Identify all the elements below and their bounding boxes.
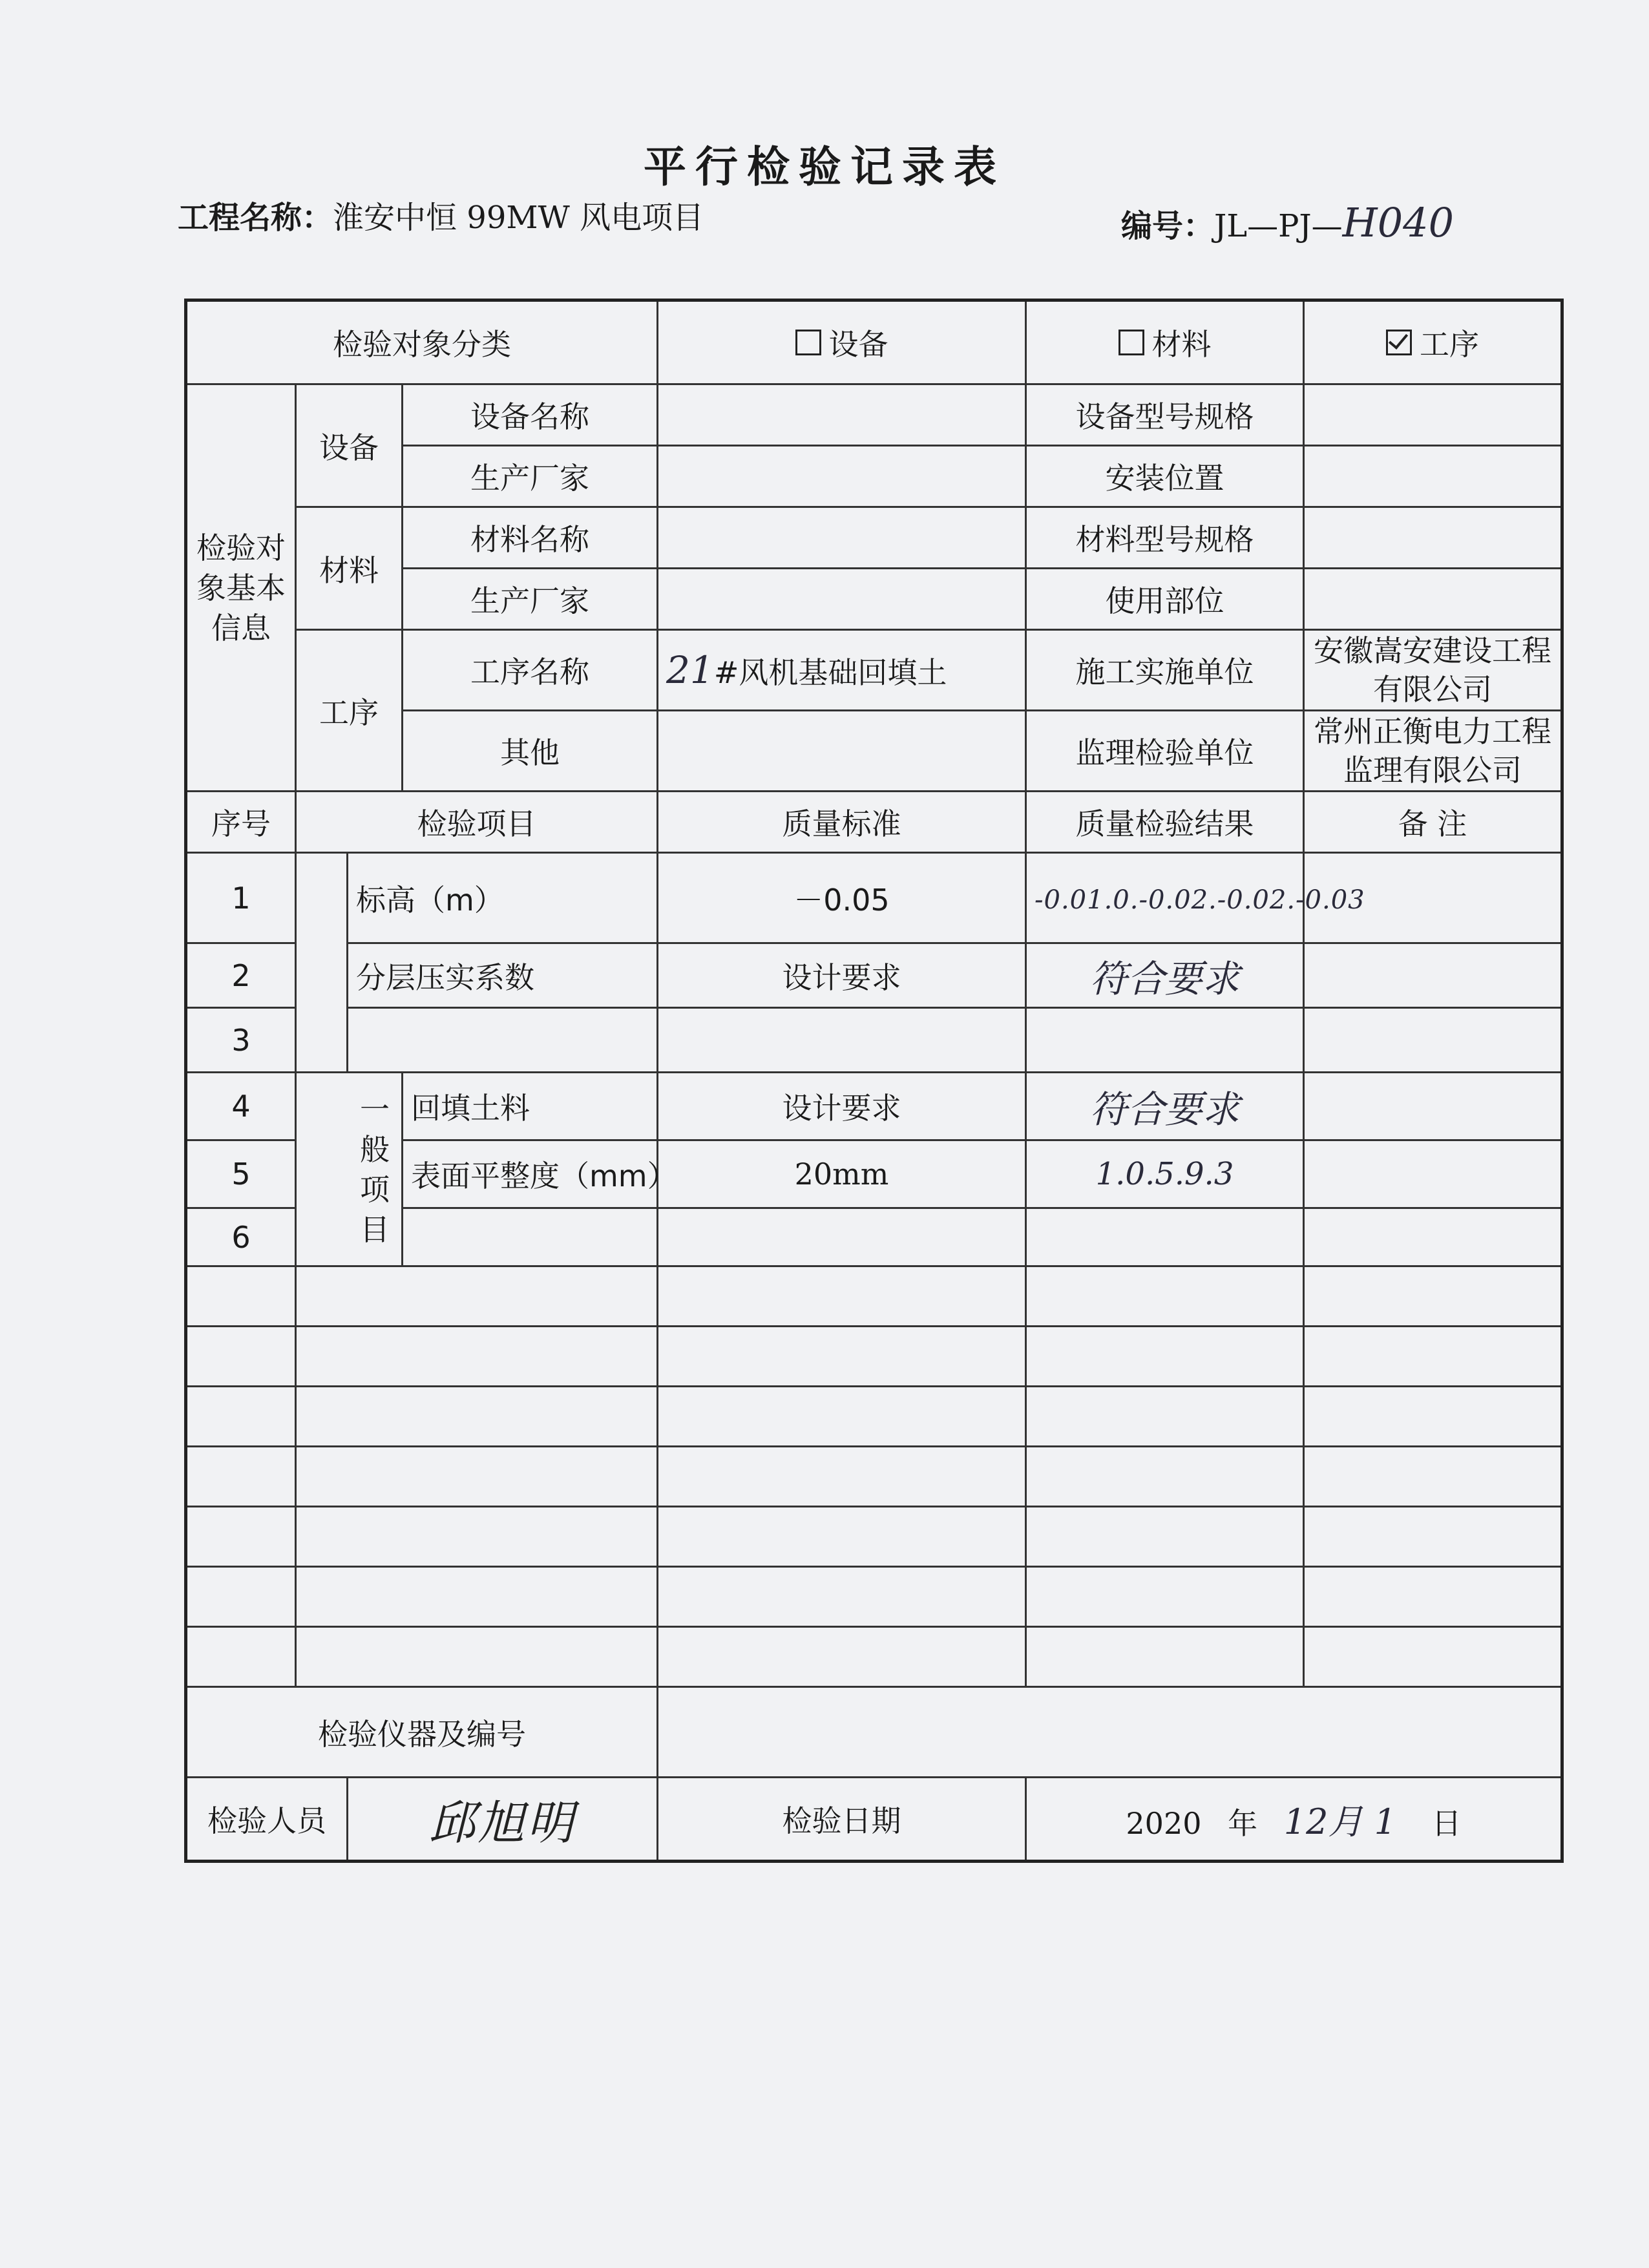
header-result: 质量检验结果 <box>1026 792 1304 853</box>
date-year: 2020 <box>1126 1805 1202 1841</box>
header-seq: 序号 <box>186 792 296 853</box>
equipment-name-value <box>658 384 1026 446</box>
process-row-1 <box>186 630 1562 711</box>
blank-cell <box>1026 1387 1304 1447</box>
item-result <box>1026 1008 1304 1073</box>
item-result-handwritten: 符合要求 <box>1089 956 1240 1001</box>
document-title: 平行检验记录表 <box>644 142 1005 192</box>
supervisor-unit-label: 监理检验单位 <box>1026 711 1304 792</box>
item-seq: 1 <box>186 853 296 943</box>
date-label: 检验日期 <box>658 1778 1026 1862</box>
material-row-1 <box>186 507 1562 569</box>
item-name: 回填土料 <box>403 1073 658 1140</box>
item-seq: 6 <box>186 1208 296 1266</box>
table-row <box>186 853 1562 943</box>
process-name-label: 工序名称 <box>403 630 658 711</box>
inspector-label: 检验人员 <box>186 1778 348 1862</box>
date-year-char: 年 <box>1228 1805 1258 1841</box>
blank-row <box>186 1327 1562 1387</box>
blank-cell <box>296 1567 658 1627</box>
equipment-location-label: 安装位置 <box>1026 446 1304 507</box>
blank-cell <box>1026 1266 1304 1327</box>
other-label: 其他 <box>403 711 658 792</box>
item-result-handwritten: 符合要求 <box>1089 1087 1240 1131</box>
equipment-row-1 <box>186 384 1562 446</box>
blank-cell <box>186 1567 296 1627</box>
header-item: 检验项目 <box>296 792 658 853</box>
instrument-label: 检验仪器及编号 <box>186 1687 658 1778</box>
equipment-model-value <box>1304 384 1562 446</box>
category-option-process[interactable] <box>1304 300 1562 384</box>
blank-cell <box>658 1507 1026 1567</box>
material-model-label: 材料型号规格 <box>1026 507 1304 569</box>
blank-row <box>186 1507 1562 1567</box>
item-remark <box>1304 1008 1562 1073</box>
item-result-handwritten: -0.01.0.-0.02.-0.02.-0.03 <box>1035 885 1365 915</box>
checkbox-process-checked-icon[interactable] <box>1386 330 1412 355</box>
project-line <box>178 193 704 237</box>
equipment-label: 设备 <box>296 384 403 507</box>
header-remark: 备 注 <box>1304 792 1562 853</box>
item-remark <box>1304 943 1562 1008</box>
item-standard: 设计要求 <box>658 1073 1026 1140</box>
process-name-value: #风机基础回填土 <box>713 655 947 690</box>
equipment-maker-value <box>658 446 1026 507</box>
item-remark <box>1304 1140 1562 1208</box>
item-result <box>1026 1208 1304 1266</box>
date-value-cell <box>1026 1778 1562 1862</box>
material-label: 材料 <box>296 507 403 630</box>
blank-cell <box>186 1447 296 1507</box>
blank-cell <box>1304 1387 1562 1447</box>
blank-cell <box>1304 1266 1562 1327</box>
header-standard: 质量标准 <box>658 792 1026 853</box>
item-standard <box>658 1008 1026 1073</box>
blank-cell <box>186 1266 296 1327</box>
item-standard: 20mm <box>658 1140 1026 1208</box>
construction-unit-label: 施工实施单位 <box>1026 630 1304 711</box>
checkbox-material-icon[interactable] <box>1119 330 1144 355</box>
item-result <box>1026 1073 1304 1140</box>
blank-cell <box>658 1567 1026 1627</box>
process-name-cell <box>658 630 1026 711</box>
blank-cell <box>296 1507 658 1567</box>
process-name-handwritten: 21 <box>666 648 714 692</box>
blank-row <box>186 1627 1562 1687</box>
item-name: 标高（m） <box>348 853 658 943</box>
item-standard <box>658 1208 1026 1266</box>
material-model-value <box>1304 507 1562 569</box>
items-header-row <box>186 792 1562 853</box>
blank-cell <box>296 1266 658 1327</box>
blank-cell <box>186 1627 296 1687</box>
category-option-equipment-label: 设备 <box>828 327 888 362</box>
inspection-table <box>184 299 1564 1863</box>
blank-cell <box>1304 1627 1562 1687</box>
inspector-signature-cell <box>348 1778 658 1862</box>
instrument-value <box>658 1687 1562 1778</box>
material-usage-value <box>1304 569 1562 630</box>
blank-cell <box>186 1507 296 1567</box>
construction-unit-value: 安徽嵩安建设工程有限公司 <box>1304 630 1562 711</box>
item-name: 表面平整度（mm） <box>403 1140 658 1208</box>
equipment-maker-label: 生产厂家 <box>403 446 658 507</box>
equipment-name-label: 设备名称 <box>403 384 658 446</box>
blank-cell <box>658 1266 1026 1327</box>
item-seq: 3 <box>186 1008 296 1073</box>
date-day-char: 日 <box>1431 1805 1462 1841</box>
item-result <box>1026 1140 1304 1208</box>
item-result-handwritten: 1.0.5.9.3 <box>1095 1156 1234 1192</box>
material-maker-label: 生产厂家 <box>403 569 658 630</box>
instrument-row <box>186 1687 1562 1778</box>
basic-info-group-label: 检验对象基本信息 <box>186 384 296 792</box>
blank-cell <box>1026 1447 1304 1507</box>
checkbox-equipment-icon[interactable] <box>795 330 821 355</box>
blank-cell <box>1304 1567 1562 1627</box>
general-group-label: 一般项目 <box>296 1073 403 1266</box>
blank-cell <box>296 1387 658 1447</box>
blank-cell <box>1304 1447 1562 1507</box>
blank-cell <box>658 1387 1026 1447</box>
category-option-process-label: 工序 <box>1420 327 1479 362</box>
blank-cell <box>658 1327 1026 1387</box>
item-seq: 5 <box>186 1140 296 1208</box>
main-group-cell <box>296 853 348 1073</box>
item-result <box>1026 853 1365 943</box>
blank-row <box>186 1447 1562 1507</box>
item-name <box>348 1008 658 1073</box>
project-label: 工程名称： <box>178 200 333 236</box>
item-remark <box>1304 1073 1562 1140</box>
item-seq: 4 <box>186 1073 296 1140</box>
project-name: 淮安中恒 99MW 风电项目 <box>333 200 704 236</box>
blank-cell <box>658 1627 1026 1687</box>
code-handwritten: H040 <box>1342 199 1455 246</box>
blank-row <box>186 1266 1562 1327</box>
item-name: 分层压实系数 <box>348 943 658 1008</box>
item-result <box>1026 943 1304 1008</box>
table-row <box>186 1008 1562 1073</box>
item-seq: 2 <box>186 943 296 1008</box>
code-line <box>1121 199 1454 246</box>
equipment-model-label: 设备型号规格 <box>1026 384 1304 446</box>
code-prefix: JL—PJ— <box>1214 208 1343 244</box>
item-name <box>403 1208 658 1266</box>
code-label: 编号： <box>1121 208 1215 244</box>
category-label: 检验对象分类 <box>186 300 658 384</box>
other-value <box>658 711 1026 792</box>
material-name-label: 材料名称 <box>403 507 658 569</box>
category-option-material-label: 材料 <box>1151 327 1212 362</box>
item-remark <box>1304 1208 1562 1266</box>
blank-cell <box>296 1447 658 1507</box>
process-label: 工序 <box>296 630 403 792</box>
blank-cell <box>1026 1567 1304 1627</box>
table-row <box>186 1073 1562 1140</box>
equipment-location-value <box>1304 446 1562 507</box>
blank-cell <box>1304 1327 1562 1387</box>
material-name-value <box>658 507 1026 569</box>
inspector-row <box>186 1778 1562 1862</box>
material-maker-value <box>658 569 1026 630</box>
category-row <box>186 300 1562 384</box>
blank-cell <box>296 1627 658 1687</box>
item-standard: －0.05 <box>658 853 1026 943</box>
blank-row <box>186 1387 1562 1447</box>
blank-cell <box>1026 1327 1304 1387</box>
blank-cell <box>1026 1507 1304 1567</box>
category-option-equipment[interactable] <box>658 300 1026 384</box>
blank-cell <box>658 1447 1026 1507</box>
category-option-material[interactable] <box>1026 300 1304 384</box>
item-standard: 设计要求 <box>658 943 1026 1008</box>
blank-cell <box>186 1387 296 1447</box>
supervisor-unit-value: 常州正衡电力工程监理有限公司 <box>1304 711 1562 792</box>
blank-cell <box>1026 1627 1304 1687</box>
material-usage-label: 使用部位 <box>1026 569 1304 630</box>
table-row <box>186 943 1562 1008</box>
blank-cell <box>1304 1507 1562 1567</box>
inspector-signature: 邱旭明 <box>428 1796 576 1850</box>
blank-row <box>186 1567 1562 1627</box>
date-month-day: 12月 1 <box>1283 1801 1396 1842</box>
blank-cell <box>296 1327 658 1387</box>
blank-cell <box>186 1327 296 1387</box>
